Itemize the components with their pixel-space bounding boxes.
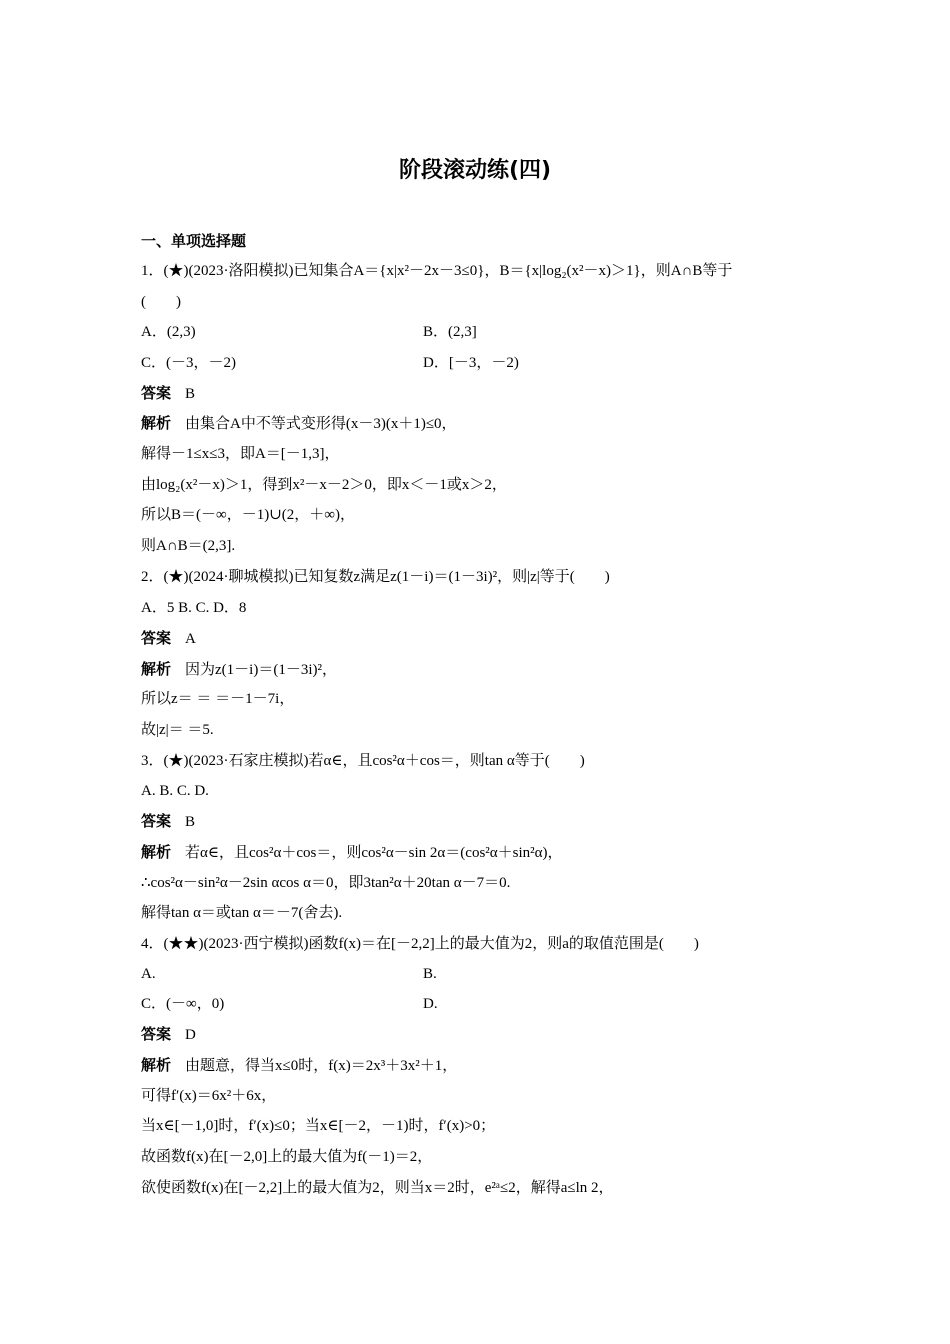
question-2-options: A．5 B. C. D．8 bbox=[141, 600, 247, 616]
question-1-stem: 1．(★)(2023·洛阳模拟)已知集合A＝{x|x²－2x－3≤0}，B＝{x|log₂(x²－x)＞1}，则A∩B等于 bbox=[141, 263, 733, 279]
analysis-line: ∴cos²α－sin²α－2sin αcos α＝0，即3tan²α＋20tan α－7＝0. bbox=[141, 875, 511, 891]
question-2-answer bbox=[141, 628, 196, 649]
analysis-line: 故函数f(x)在[－2,0]上的最大值为f(－1)＝2， bbox=[141, 1149, 433, 1165]
analysis-label: 解析 bbox=[141, 660, 172, 678]
answer-value: B bbox=[185, 386, 196, 402]
question-3-stem: 3．(★)(2023·石家庄模拟)若α∈，且cos²α＋cos＝，则tan α等于( ) bbox=[141, 753, 585, 769]
question-1-answer bbox=[141, 383, 195, 404]
question-1-option-d: D．[－3，－2) bbox=[423, 355, 519, 371]
question-1-option-c: C．(－3，－2) bbox=[141, 355, 236, 371]
answer-label: 答案 bbox=[141, 629, 172, 647]
analysis-line: 解得－1≤x≤3，即A＝[－1,3]， bbox=[141, 446, 340, 462]
question-4-analysis bbox=[141, 1055, 457, 1076]
answer-value: A bbox=[185, 631, 196, 647]
analysis-line: 解得tan α＝或tan α＝－7(舍去). bbox=[141, 905, 343, 921]
question-4-option-c: C．(－∞，0) bbox=[141, 996, 225, 1012]
analysis-line: 由log₂(x²－x)＞1，得到x²－x－2＞0，即x＜－1或x＞2， bbox=[141, 477, 507, 493]
analysis-line: 可得f′(x)＝6x²＋6x， bbox=[141, 1088, 277, 1104]
analysis-text: 由集合A中不等式变形得(x－3)(x＋1)≤0， bbox=[185, 416, 457, 432]
analysis-line: 欲使函数f(x)在[－2,2]上的最大值为2，则当x＝2时，e²ᵃ≤2，解得a≤ln 2， bbox=[141, 1180, 614, 1196]
question-1-analysis bbox=[141, 413, 457, 434]
question-3-options: A. B. C. D. bbox=[141, 783, 209, 799]
question-1-option-a: A．(2,3) bbox=[141, 324, 196, 340]
answer-label: 答案 bbox=[141, 384, 172, 402]
question-3-analysis bbox=[141, 842, 563, 863]
answer-value: B bbox=[185, 814, 196, 830]
analysis-label: 解析 bbox=[141, 1056, 172, 1074]
question-3-answer bbox=[141, 811, 195, 832]
page-title: 阶段滚动练(四) bbox=[398, 158, 552, 183]
question-4-answer bbox=[141, 1024, 196, 1045]
question-4-option-d: D. bbox=[423, 996, 438, 1012]
analysis-label: 解析 bbox=[141, 414, 172, 432]
question-1-blank: ( ) bbox=[141, 294, 181, 310]
question-2-analysis bbox=[141, 659, 337, 680]
question-4-option-b: B. bbox=[423, 966, 437, 982]
answer-label: 答案 bbox=[141, 812, 172, 830]
question-4-option-a: A. bbox=[141, 966, 156, 982]
analysis-label: 解析 bbox=[141, 843, 172, 861]
analysis-line: 故|z|＝ ＝5. bbox=[141, 722, 214, 738]
question-4-stem: 4．(★★)(2023·西宁模拟)函数f(x)＝在[－2,2]上的最大值为2，则a的取值范围是( ) bbox=[141, 936, 699, 952]
answer-label: 答案 bbox=[141, 1025, 172, 1043]
answer-value: D bbox=[185, 1027, 196, 1043]
question-1-option-b: B．(2,3] bbox=[423, 324, 477, 340]
analysis-line: 当x∈[－1,0]时，f′(x)≤0；当x∈[－2，－1)时，f′(x)>0； bbox=[141, 1118, 496, 1134]
analysis-line: 则A∩B＝(2,3]. bbox=[141, 538, 236, 554]
section-heading: 一、单项选择题 bbox=[141, 232, 247, 250]
question-2-stem: 2．(★)(2024·聊城模拟)已知复数z满足z(1－i)＝(1－3i)²，则|z|等于( ) bbox=[141, 569, 610, 585]
analysis-text: 由题意，得当x≤0时，f(x)＝2x³＋3x²＋1， bbox=[185, 1058, 458, 1074]
analysis-line: 所以z＝ ＝ ＝－1－7i， bbox=[141, 691, 295, 707]
analysis-text: 因为z(1－i)＝(1－3i)²， bbox=[185, 662, 337, 678]
analysis-text: 若α∈，且cos²α＋cos＝，则cos²α－sin 2α＝(cos²α＋sin²α)， bbox=[185, 845, 563, 861]
analysis-line: 所以B＝(－∞，－1)∪(2，＋∞)， bbox=[141, 507, 355, 523]
